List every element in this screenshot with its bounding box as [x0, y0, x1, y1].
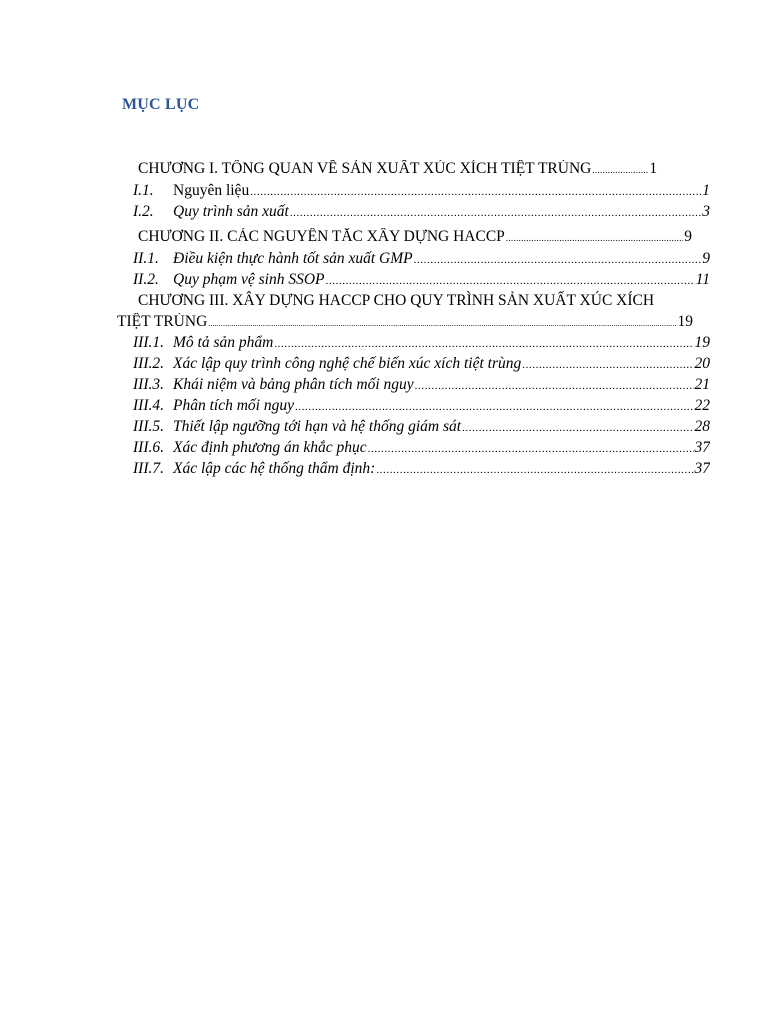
toc-entry-title: TIỆT TRÙNG — [117, 313, 208, 330]
toc-chapter-3-title[interactable]: CHƯƠNG III. XÂY DỰNG HACCP CHO QUY TRÌNH SẢN XUẤT XÚC XÍCH — [138, 292, 655, 309]
toc-section-2-2[interactable] — [133, 271, 710, 289]
leader-dots — [208, 319, 676, 328]
toc-page-number: 9 — [702, 250, 710, 267]
toc-entry-title: CHƯƠNG I. TỔNG QUAN VỀ SẢN XUẤT XÚC XÍCH TIỆT TRÙNG — [138, 160, 592, 177]
toc-page-number: 9 — [684, 228, 692, 245]
toc-section-number: II.2. — [133, 271, 159, 288]
toc-entry-title: Quy phạm vệ sinh SSOP — [173, 271, 325, 288]
toc-section-3-4[interactable] — [133, 397, 710, 415]
leader-dots — [522, 359, 693, 371]
toc-page-number: 21 — [694, 376, 710, 393]
toc-entry-title: Xác lập các hệ thống thẩm định: — [173, 460, 376, 477]
toc-section-number: II.1. — [133, 250, 159, 267]
toc-entry-title: Nguyên liệu — [173, 182, 250, 199]
toc-entry-title: Xác lập quy trình công nghệ chế biến xúc xích tiệt trùng — [173, 355, 522, 372]
toc-entry-title: CHƯƠNG II. CÁC NGUYÊN TẮC XÂY DỰNG HACCP — [138, 228, 505, 245]
toc-entry-title: Mô tả sản phẩm — [173, 334, 274, 351]
toc-page-number: 1 — [649, 160, 658, 177]
toc-page-number: 37 — [694, 460, 710, 477]
leader-dots — [326, 275, 695, 287]
leader-dots — [368, 443, 694, 455]
toc-section-number: III.5. — [133, 418, 164, 435]
toc-section-3-1[interactable] — [133, 334, 710, 352]
leader-dots — [274, 338, 693, 350]
toc-section-number: III.2. — [133, 355, 164, 372]
leader-dots — [506, 233, 683, 243]
leader-dots — [415, 380, 694, 392]
toc-section-3-3[interactable] — [133, 376, 710, 394]
toc-section-number: III.6. — [133, 439, 164, 456]
toc-page-number: 22 — [694, 397, 710, 414]
toc-section-1-1[interactable] — [133, 182, 710, 200]
toc-chapter-2[interactable] — [138, 228, 692, 246]
toc-entry-title: Điều kiện thực hành tốt sản xuất GMP — [173, 250, 413, 267]
leader-dots — [295, 401, 694, 413]
leader-dots — [250, 186, 701, 198]
toc-section-3-2[interactable] — [133, 355, 710, 373]
toc-section-number: III.3. — [133, 376, 164, 393]
leader-dots — [290, 207, 701, 219]
toc-chapter-1[interactable] — [138, 160, 690, 178]
toc-section-number: I.2. — [133, 203, 154, 220]
toc-entry-title: Khái niệm và bảng phân tích mối nguy — [173, 376, 414, 393]
toc-page-number: 19 — [694, 334, 710, 351]
toc-page-number: 20 — [694, 355, 710, 372]
toc-page-number: 1 — [702, 182, 710, 199]
toc-section-3-7[interactable] — [133, 460, 710, 478]
toc-entry-title: Xác định phương án khắc phục — [173, 439, 367, 456]
toc-section-2-1[interactable] — [133, 250, 710, 268]
toc-section-3-5[interactable] — [133, 418, 710, 436]
toc-section-3-6[interactable] — [133, 439, 710, 457]
toc-page-number: 11 — [695, 271, 710, 288]
toc-section-number: III.4. — [133, 397, 164, 414]
leader-dots — [414, 254, 702, 266]
toc-chapter-3[interactable] — [117, 313, 693, 331]
toc-page-number: 28 — [694, 418, 710, 435]
toc-page-number: 3 — [702, 203, 710, 220]
leader-dots — [376, 464, 693, 476]
leader-dots — [592, 165, 648, 175]
leader-dots — [462, 422, 693, 434]
toc-section-1-2[interactable] — [133, 203, 710, 221]
toc-entry-title: Quy trình sản xuất — [173, 203, 289, 220]
toc-section-number: III.1. — [133, 334, 164, 351]
toc-section-number: III.7. — [133, 460, 164, 477]
toc-entry-title: Thiết lập ngưỡng tới hạn và hệ thống giám sát — [173, 418, 462, 435]
toc-section-number: I.1. — [133, 182, 154, 199]
toc-page-number: 19 — [677, 313, 693, 330]
toc-heading: MỤC LỤC — [122, 96, 200, 113]
toc-entry-title: Phân tích mối nguy — [173, 397, 294, 414]
toc-page-number: 37 — [694, 439, 710, 456]
